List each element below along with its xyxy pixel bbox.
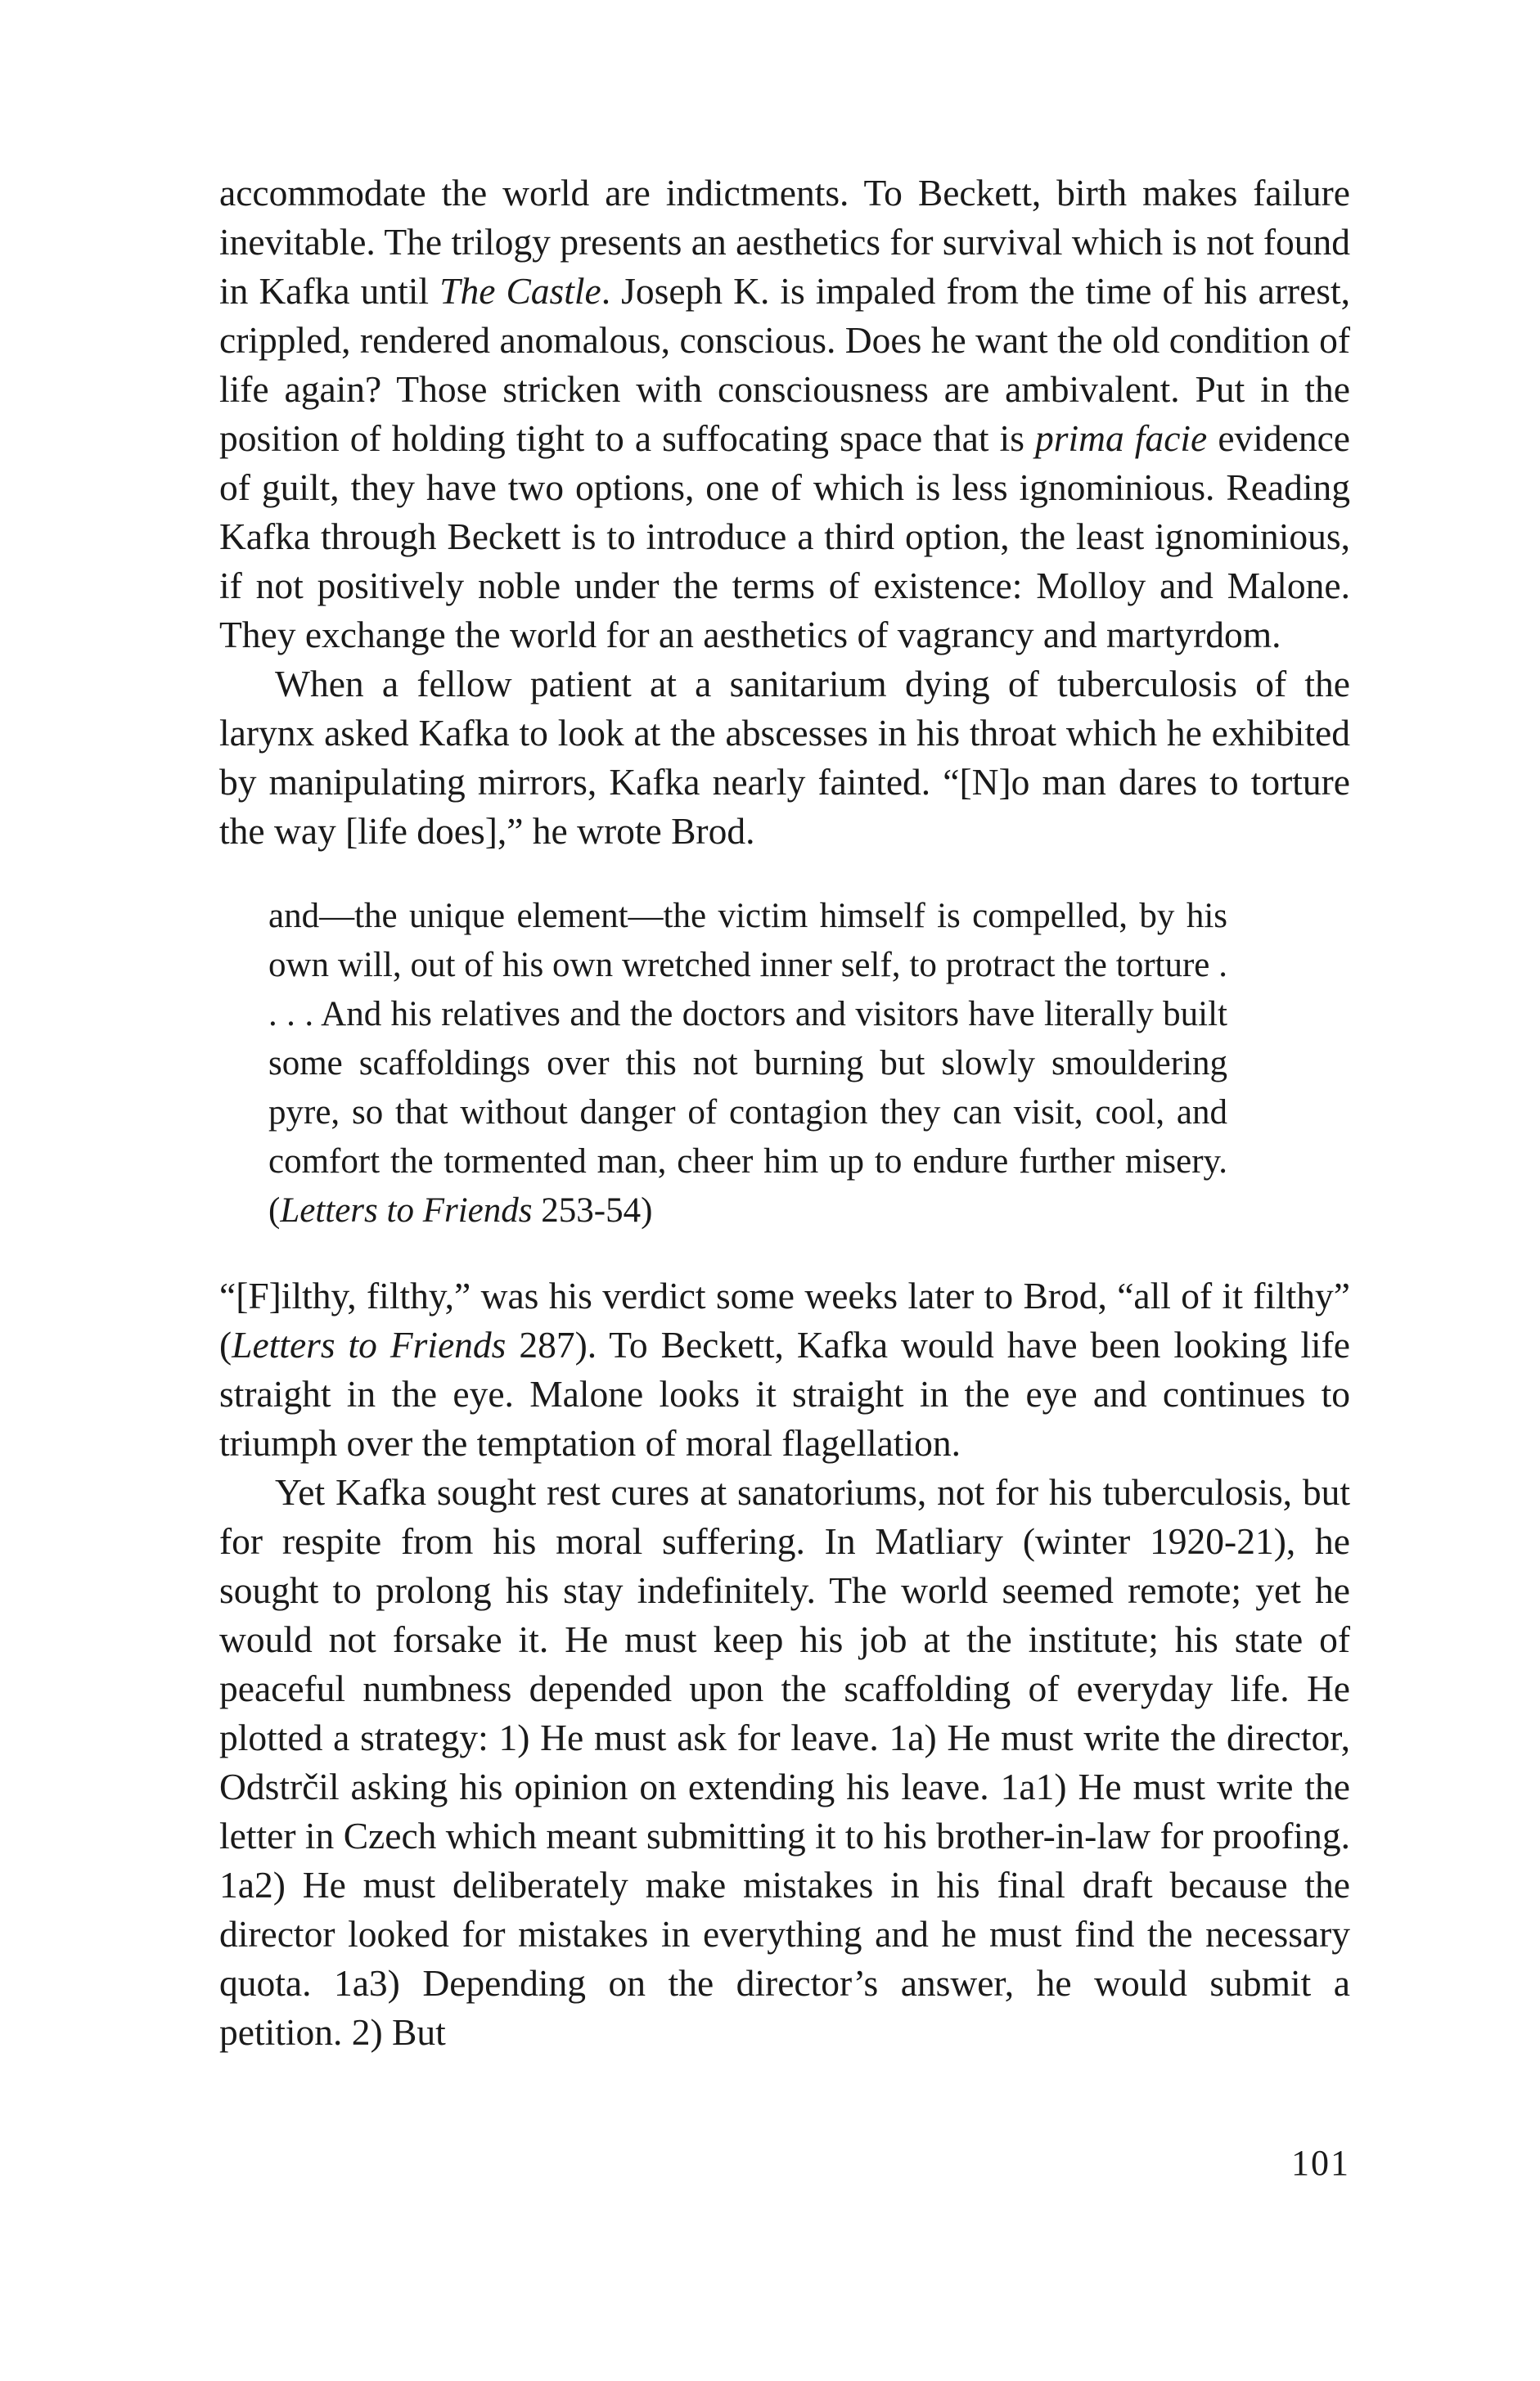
text-segment: When a fellow patient at a sanitarium dying of tuberculosis of the larynx asked Kafka to look at the abscesses in his throat which he exhibited by manipulating mirrors, Kafka nearly fainted. “[N]o man dares to torture the way [life does],” he wrote Brod. (219, 663, 1350, 852)
italic-citation-title: Letters to Friends (232, 1324, 507, 1366)
text-segment: 287). To Beckett, Kafka would have been looking life straight in the eye. Malone looks it straight in the eye and continues to triumph over the temptation of moral flagellation. (219, 1324, 1351, 1464)
paragraph-1 (219, 169, 1350, 659)
italic-prima-facie: prima facie (1035, 417, 1208, 459)
italic-title-the-castle: The Castle (439, 270, 601, 312)
page-body (219, 169, 1350, 2057)
text-segment: accommodate the world are indictments. To Beckett, birth makes failure inevitable. The trilogy presents an aesthetics for survival which is not found in Kafka until (219, 172, 1350, 312)
paragraph-3 (219, 1272, 1350, 1468)
text-segment: evidence of guilt, they have two options, one of which is less ignominious. Reading Kafka through Beckett is to introduce a third option, the least ignominious, if not positively noble under the terms of existence: Molloy and Malone. They exchange the world for an aesthetics of vagrancy and martyrdom. (219, 417, 1350, 655)
block-quote (268, 892, 1227, 1236)
page-number: 101 (1291, 2143, 1350, 2183)
text-segment: “[F]ilthy, filthy,” was his verdict some weeks later to Brod, “all of it filthy” ( (219, 1275, 1350, 1366)
quote-text: and—the unique element—the victim himself is compelled, by his own will, out of his own wretched inner self, to protract the torture . . . . And his relatives and the doctors and visitors have literally built some scaffoldings over this not burning but slowly smouldering pyre, so that without danger of contagion they can visit, cool, and comfort the tormented man, cheer him up to endure further misery. ( (268, 897, 1227, 1230)
paragraph-2 (219, 659, 1350, 856)
italic-citation-title: Letters to Friends (280, 1191, 533, 1230)
text-segment: Yet Kafka sought rest cures at sanatoriums, not for his tuberculosis, but for respite from his moral suffering. In Matliary (winter 1920-21), he sought to prolong his stay indefinitely. The world seemed remote; yet he would not forsake it. He must keep his job at the institute; his state of peaceful numbness depended upon the scaffolding of everyday life. He plotted a strategy: 1) He must ask for leave. 1a) He must write the director, Odstrčil asking his opinion on extending his leave. 1a1) He must write the letter in Czech which meant submitting it to his brother-in-law for proofing. 1a2) He must deliberately make mistakes in his final draft because the director looked for mistakes in everything and he must find the necessary quota. 1a3) Depending on the director’s answer, he would submit a petition. 2) But (219, 1471, 1350, 2053)
paragraph-4 (219, 1468, 1350, 2057)
text-segment: . Joseph K. is impaled from the time of his arrest, crippled, rendered anomalous, conscious. Does he want the old condition of life again? Those stricken with consciousness are ambivalent. Put in the position of holding tight to a suffocating space that is (219, 270, 1350, 459)
quote-citation-pages: 253-54) (532, 1191, 653, 1230)
